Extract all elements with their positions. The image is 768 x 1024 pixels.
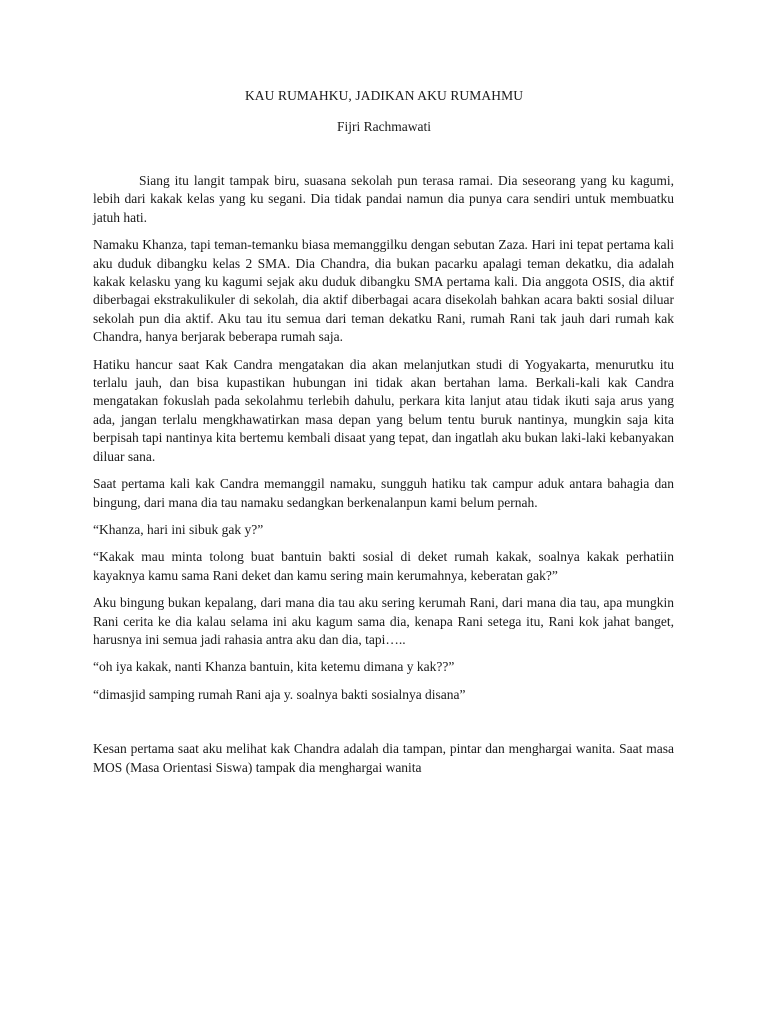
author-name: Fijri Rachmawati xyxy=(336,119,432,134)
dialogue-line: “oh iya kakak, nanti Khanza bantuin, kita ketemu dimana y kak??” xyxy=(93,659,455,675)
story-body xyxy=(93,172,674,786)
dialogue-line: “dimasjid samping rumah Rani aja y. soalnya bakti sosialnya disana” xyxy=(93,686,466,702)
document-title: KAU RUMAHKU, JADIKAN AKU RUMAHMU xyxy=(244,88,524,103)
dialogue-line: “Kakak mau minta tolong buat bantuin bakti sosial di deket rumah kakak, soalnya kakak perhatiin kayaknya kamu sama Rani deket dan kamu sering main kerumahnya, keberatan gak?” xyxy=(93,549,674,583)
paragraph-opening: Siang itu langit tampak biru, suasana sekolah pun terasa ramai. Dia seseorang yang ku kagumi, lebih dari kakak kelas yang ku segani. Dia tidak pandai namun dia punya cara sendiri untuk membuatku jatuh hati. xyxy=(93,173,674,225)
paragraph: Hatiku hancur saat Kak Candra mengatakan dia akan melanjutkan studi di Yogyakarta, menurutku itu terlalu jauh, dan bisa kupastikan hubungan ini tidak akan bertahan lama. Berkali-kali kak Candra mengatakan fokuslah pada sekolahmu terlebih dahulu, perkara kita lanjut atau tidak ikuti saja arus yang ada, jangan terlalu mengkhawatirkan masa depan yang belum tentu buruk nantinya, mungkin saja kita berpisah tapi nantinya kita bertemu kembali disaat yang tepat, dan ingatlah aku bukan laki-laki kebanyakan diluar sana. xyxy=(93,356,674,464)
paragraph: Saat pertama kali kak Candra memanggil namaku, sungguh hatiku tak campur aduk antara bahagia dan bingung, dari mana dia tau namaku sedangkan berkenalanpun kami belum pernah. xyxy=(93,476,674,510)
paragraph: Namaku Khanza, tapi teman-temanku biasa memanggilku dengan sebutan Zaza. Hari ini tepat pertama kali aku duduk dibangku kelas 2 SMA. Dia Chandra, dia bukan pacarku apalagi teman dekatku, dia adalah kakak kelasku yang ku kagumi sejak aku duduk dibangku SMA pertama kali. Dia anggota OSIS, dia aktif diberbagai ekstrakulikuler di sekolah, dia aktif diberbagai acara disekolah bahkan acara bakti sosial diluar sekolah pun dia aktif. Aku tau itu semua dari teman dekatku Rani, rumah Rani tak jauh dari rumah kak Chandra, hanya berjarak beberapa rumah saja. xyxy=(93,237,674,345)
paragraph: Kesan pertama saat aku melihat kak Chandra adalah dia tampan, pintar dan menghargai wanita. Saat masa MOS (Masa Orientasi Siswa) tampak dia menghargai wanita xyxy=(93,741,674,775)
paragraph: Aku bingung bukan kepalang, dari mana dia tau aku sering kerumah Rani, dari mana dia tau, apa mungkin Rani cerita ke dia kalau selama ini aku kagum sama dia, kenapa Rani setega itu, Rani kok jahat banget, harusnya ini semua jadi rahasia antra aku dan dia, tapi….. xyxy=(93,595,674,647)
dialogue-line: “Khanza, hari ini sibuk gak y?” xyxy=(93,521,264,537)
